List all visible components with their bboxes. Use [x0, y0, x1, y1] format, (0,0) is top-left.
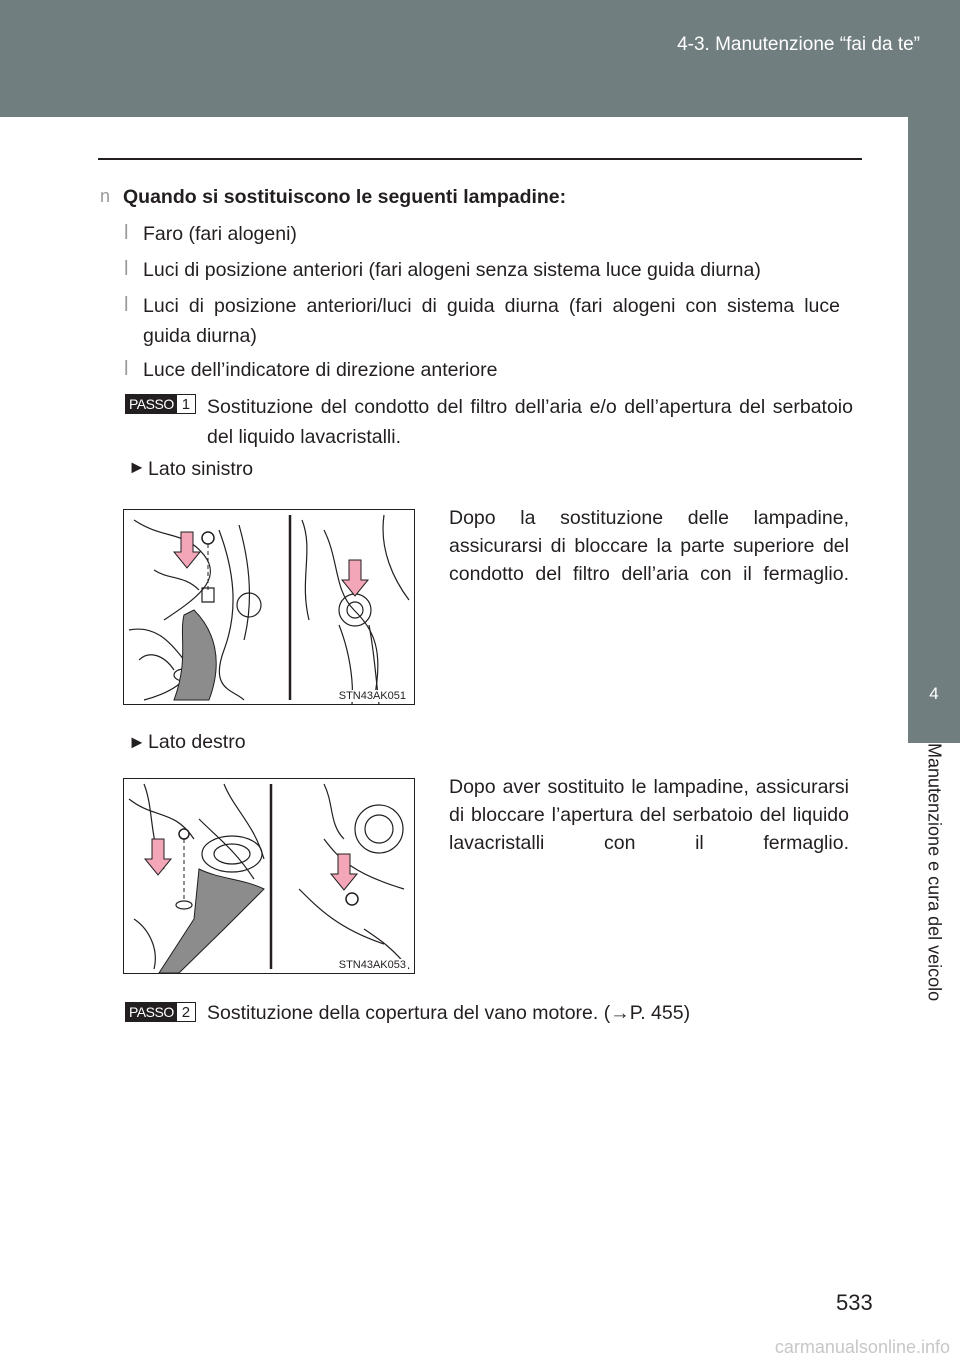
figure-code: STN43AK053 — [338, 959, 406, 971]
list-bullet-icon: l — [124, 294, 129, 316]
step-badge-label: PASSO — [126, 1003, 177, 1021]
figure-left-description: Dopo la sostituzione delle lampadine, assicurarsi di bloccare la parte superiore del condotto del filtro dell’aria con il fermaglio. — [449, 507, 849, 585]
list-item: Luce dell’indicatore di direzione anteriore — [143, 359, 498, 381]
engine-bay-right-illustration — [124, 779, 414, 973]
step-badge-number: 2 — [177, 1003, 195, 1021]
step-badge-label: PASSO — [126, 395, 177, 413]
list-item: Luci di posizione anteriori/luci di guida diurna (fari alogeni con sistema luce guida diurna) — [143, 295, 840, 347]
engine-bay-left-illustration — [124, 510, 414, 704]
step-badge-number: 1 — [177, 395, 195, 413]
figure-left-side — [123, 509, 415, 705]
list-bullet-icon: l — [124, 222, 129, 244]
watermark: carmanualsonline.info — [774, 1337, 950, 1357]
list-item: Luci di posizione anteriori (fari alogeni senza sistema luce guida diurna) — [143, 259, 761, 281]
triangle-marker-icon: ► — [128, 732, 146, 752]
top-rule — [98, 158, 862, 160]
step-1-text: Sostituzione del condotto del filtro dell’aria e/o dell’apertura del serbatoio del liquido lavacristalli. — [207, 396, 853, 448]
header-band — [0, 0, 960, 117]
step-2-badge — [125, 1002, 196, 1022]
step-2-text[interactable]: Sostituzione della copertura del vano motore. (→P. 455) — [207, 1002, 691, 1024]
chapter-header-title: 4-3. Manutenzione “fai da te” — [677, 34, 920, 55]
triangle-marker-icon: ► — [128, 457, 146, 477]
chapter-side-tab[interactable] — [908, 117, 960, 743]
chapter-side-label-box — [908, 743, 960, 1163]
figure-code: STN43AK051 — [338, 690, 406, 702]
figure-right-side — [123, 778, 415, 974]
list-bullet-icon: l — [124, 358, 129, 380]
subsection-label-left: Lato sinistro — [148, 458, 254, 480]
list-bullet-icon: l — [124, 258, 129, 280]
chapter-side-label: Manutenzione e cura del veicolo — [924, 743, 945, 1002]
figure-right-description: Dopo aver sostituito le lampadine, assicurarsi di bloccare l’apertura del serbatoio del liquido lavacristalli con il fermaglio. — [449, 776, 849, 854]
step-1-badge — [125, 394, 196, 414]
section-heading: Quando si sostituiscono le seguenti lampadine: — [123, 186, 567, 208]
subsection-label-right: Lato destro — [148, 731, 246, 753]
list-item: Faro (fari alogeni) — [143, 223, 297, 245]
section-bullet-icon: n — [100, 186, 111, 206]
page-number: 533 — [836, 1290, 873, 1315]
chapter-number: 4 — [929, 684, 939, 703]
